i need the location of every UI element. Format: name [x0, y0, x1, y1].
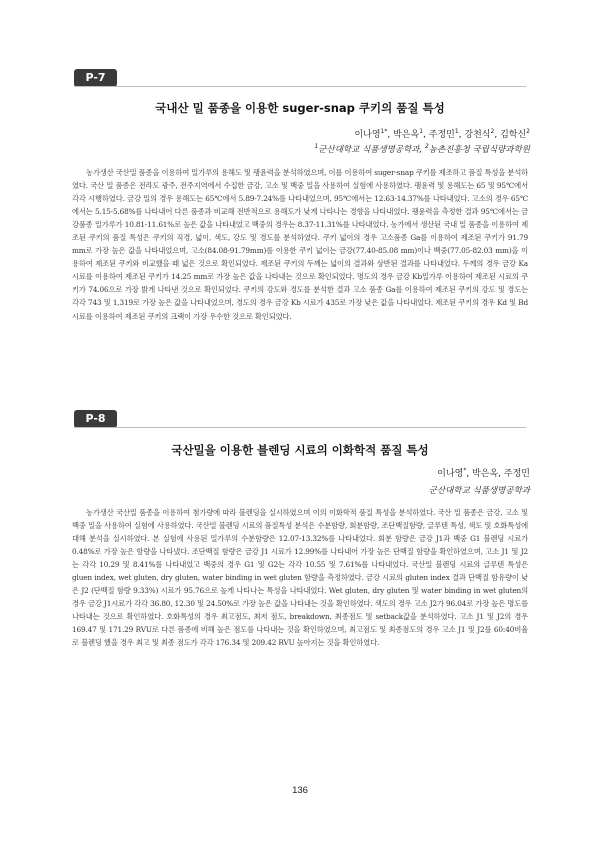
affiliation-name: 농촌진흥청 국립식량과학원 [428, 145, 530, 155]
author-list: 이나영*, 박은옥, 주정민 [437, 467, 530, 479]
author-name: 박은옥 [472, 469, 499, 479]
page-number: 136 [292, 785, 308, 796]
abstract-body: 농가생산 국산밀 품종을 이용하여 첨가량에 따라 블렌딩을 실시하였으며 이의 이화학적 품질 특성을 분석하였다. 국산 밀 품종은 금강, 고소 및 백중 밀을 사용하여 실험에 사용하였다. 국산밀 블렌딩 시료의 품질특성 분석은 수분함량, 회분함량, 조단백질함량, 글루텐 특성, 색도 및 호화특성에 대해 분석을 실시하였다. 본 실험에 사용된 밀가루의 수분함량은 12.07-13.32%를 나타내었다. 회분 함량은 금강 J1과 백중 G1 블렌딩 시료가 0.48%로 가장 높은 함량을 나타냈다. 조단백질 함량은 금강 J1 시료가 12.99%를 나타내어 가장 높은 단백질 함량을 확인하였으며, 고소 J1 및 J2는 각각 10.29 및 8.41%를 나타내었고 백중의 경우 G1 및 G2는 각각 10.55 및 7.61%를 나타내었다. 국산밀 블렌딩 시료의 글루텐 특성은 gluen index, wet gluten, dry gluten, water binding in wet gluten 함량을 측정하였다. 금강 시료의 gluten index 결과 단백질 함유량이 낮은 J2 (단백질 함량 9.33%) 시료가 95.76으로 높게 나타나는 특성을 나타내었다. Wet gluten, dry gluten 및 water binding in wet gluten의 경우 금강 J1시료가 각각 36.80, 12.30 및 24.50%로 가장 높은 값을 나타내는 것을 확인하였다. 색도의 경우 고소 J2가 96.04로 가장 높은 명도를 나타내는 것으로 확인하였다. 호화특성의 경우 최고점도, 최저 점도, breakdown, 최종점도 및 setback값을 분석하였다. 고소 J1 및 J2의 경우 169.47 및 171.29 RVU로 다른 품종에 비해 높은 점도를 나타내는 것을 확인하였으며, 최고점도 및 최종점도의 경우 고소 J1 및 J2를 60:40비율로 블렌딩 했을 경우 최고 및 최종 점도가 각각 176.34 및 209.42 RVU 높아지는 것을 확인하였다. [72, 508, 528, 648]
abstract-tag: P-8 [74, 410, 117, 428]
abstract-title: 국산밀을 이용한 블렌딩 시료의 이화학적 품질 특성 [171, 443, 429, 457]
author-superscript: 1 [454, 128, 459, 135]
author-superscript: 2 [526, 128, 530, 135]
author-superscript: 1 [419, 128, 424, 135]
tag-divider [74, 86, 526, 87]
author-superscript: * [463, 467, 467, 474]
tag-divider [74, 427, 526, 428]
abstract-body: 농가생산 국산밀 품종을 이용하여 밀가루의 용해도 및 팽윤력을 분석하였으며, 이를 이용하여 suger-snap 쿠키를 제조하고 품질 특성을 분석하였다. 국산 밀 품종은 전라도 광주, 전주지역에서 수집한 금강, 고소 및 백중 밀을 사용하여 실험에 사용하였다. 팽윤력 및 용해도는 65 및 95℃에서 각각 시행하였다. 금강 밀의 경우 용해도는 65℃에서 5.89-7.24%를 나타내었으며, 95℃에서는 12.63-14.37%를 나타내었다. 고소의 경우 65℃에서는 5.15-5.68%를 나타내어 다른 품종과 비교해 전반적으로 용해도가 낮게 나타나는 경향을 나타내었다. 팽윤력을 측정한 결과 95℃에서는 금강품종 밀가루가 10.81-11.61%로 높은 값을 나타내었고 백중의 경우는 8.37-11.31%를 나타내었다. 농가에서 생산된 국내 밀 품종을 이용하여 제조된 쿠키의 품질 특성은 쿠키의 직경, 넓이, 색도, 강도 및 경도를 분석하였다. 쿠키 넓이의 경우 고소품종 Ga를 이용하여 제조된 쿠키가 91.79 mm로 가장 높은 값을 나타내었으며, 고소(84.08-91.79mm)를 이용한 쿠키 넓이는 금강(77.40-85.08 mm)이나 백중(77.05-82.03 mm)을 이용하여 제조된 쿠키와 비교했을 때 넓은 것으로 확인되었다. 제조된 쿠키의 두께는 넓이의 결과와 상반된 결과를 나타내었다. 두께의 경우 금강 Ka 시료를 이용하여 제조된 쿠키가 14.25 mm로 가장 높은 값을 나타내는 것으로 확인되었다. 명도의 경우 금강 Kb밀가루 이용하여 제조된 시료의 쿠키가 74.06으로 가장 밝게 나타낸 것으로 확인되었다. 쿠키의 강도와 경도를 분석한 결과 고소 품종 Ga를 이용하여 제조된 쿠키의 강도 및 경도는 각각 743 및 1,319로 가장 높은 값을 나타내었으며, 경도의 경우 금강 Kb 시료가 435로 가장 낮은 값을 나타내었다. 제조된 쿠키의 경우 Kd 및 Bd시료를 이용하여 제조된 쿠키의 크랙이 가장 우수한 것으로 확인되었다. [72, 168, 529, 321]
affiliation-superscript: 1 [314, 143, 319, 151]
author-name: 김학신 [500, 130, 527, 140]
abstract-tag: P-7 [74, 69, 117, 87]
author-name: 강천식 [464, 130, 491, 140]
author-superscript: 2 [490, 128, 495, 135]
affiliation-superscript: 2 [424, 143, 429, 151]
author-list: 이나영$^{1*}$, 박은옥$^1$, 주정민$^1$, 강천식$^2$, 김학신$^2$ [354, 128, 530, 140]
author-name: 이나영 [354, 130, 381, 140]
affiliation-list: $^1$군산대학교 식품생명공학과, $^2$농촌진흥청 국립식량과학원 [314, 143, 530, 155]
affiliation-name: 군산대학교 식품생명공학과 [318, 145, 420, 155]
author-superscript: 1* [380, 128, 388, 135]
author-name: 박은옥 [393, 130, 420, 140]
author-name: 주정민 [428, 130, 455, 140]
affiliation-name: 군산대학교 식품생명공학과 [428, 486, 530, 496]
affiliation-list [429, 484, 530, 496]
author-name: 주정민 [503, 469, 530, 479]
abstract-title: 국내산 밀 품종을 이용한 suger-snap 쿠키의 품질 특성 [155, 101, 445, 115]
author-name: 이나영 [437, 469, 464, 479]
